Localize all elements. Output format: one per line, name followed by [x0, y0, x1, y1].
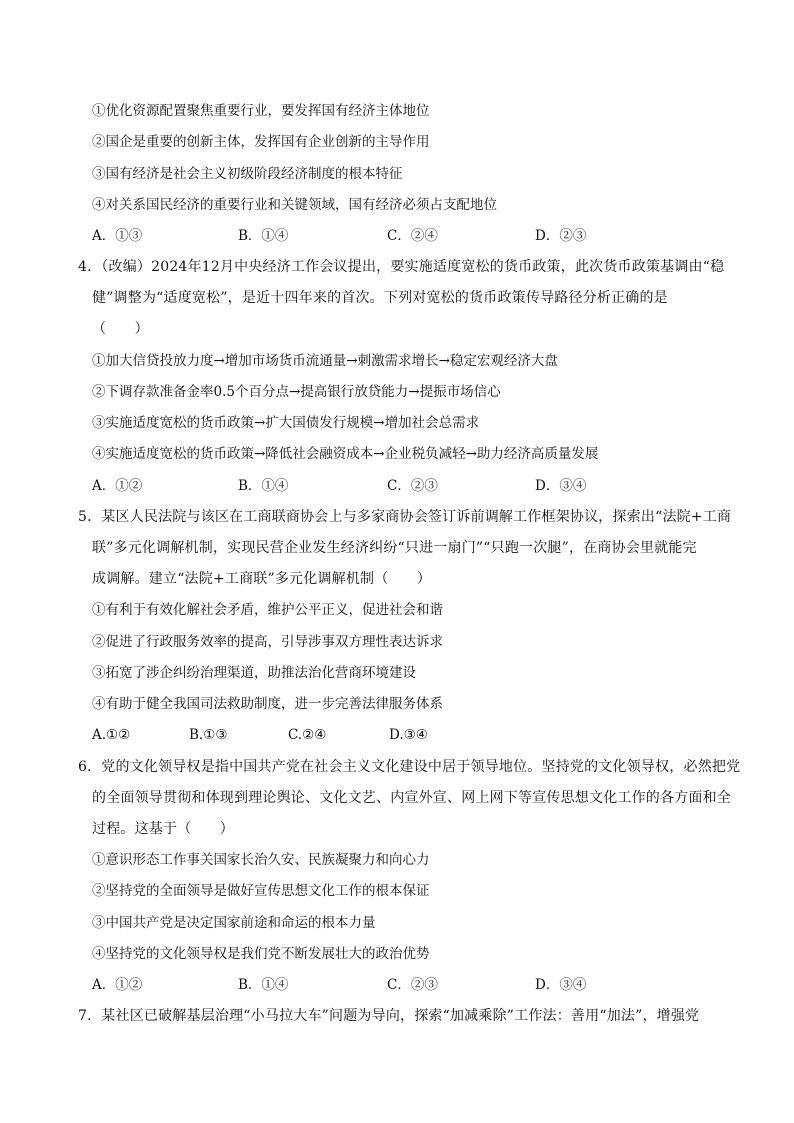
q4-option-a[interactable]: A．①② — [92, 478, 143, 494]
q6-option-d[interactable]: D．③④ — [535, 977, 587, 993]
q5-statement-2: ②促进了行政服务效率的提高，引导涉事双方理性表达诉求 — [92, 634, 443, 650]
q6-stem-line-2: 的全面领导贯彻和体现到理论舆论、文化文艺、内宣外宣、网上网下等宣传思想文化工作的各方面和全 — [92, 790, 731, 806]
q5-stem-line-3: 成调解。建立“法院+工商联”多元化调解机制（ ） — [92, 571, 432, 587]
q3-option-a[interactable]: A．①③ — [92, 228, 143, 244]
q6-statement-2: ②坚持党的全面领导是做好宣传思想文化工作的根本保证 — [92, 883, 430, 899]
q7-stem-line-1: 7．某社区已破解基层治理“小马拉大车”问题为导向，探索“加减乘除”工作法：善用“加法”，增强党 — [78, 1008, 700, 1024]
q5-stem-line-1: 5．某区人民法院与该区在工商联商协会上与多家商协会签订诉前调解工作框架协议，探索出“法院+工商 — [78, 509, 732, 525]
q6-stem-line-3: 过程。这基于（ ） — [92, 821, 234, 837]
q5-statement-3: ③拓宽了涉企纠纷治理渠道，助推法治化营商环境建设 — [92, 665, 416, 681]
q3-statement-2: ②国企是重要的创新主体，发挥国有企业创新的主导作用 — [92, 134, 430, 150]
q5-option-a[interactable]: A.①② — [92, 727, 131, 743]
q5-stem-line-2: 联”多元化调解机制，实现民营企业发生经济纠纷“只进一扇门”“只跑一次腿”，在商协会里就能完 — [92, 540, 697, 556]
q3-option-b[interactable]: B．①④ — [238, 228, 289, 244]
q4-options — [92, 477, 712, 495]
q4-stem-line-2: 健”调整为“适度宽松”，是近十四年来的首次。下列对宽松的货币政策传导路径分析正确的是 — [92, 290, 668, 306]
q6-statement-1: ①意识形态工作事关国家长治久安、民族凝聚力和向心力 — [92, 852, 430, 868]
q3-option-d[interactable]: D．②③ — [535, 228, 587, 244]
q4-stem-line-1: 4．（改编）2024年12月中央经济工作会议提出，要实施适度宽松的货币政策，此次货币政策基调由“稳 — [78, 259, 725, 275]
q5-option-d[interactable]: D.③④ — [389, 727, 428, 743]
q5-option-b[interactable]: B.①③ — [189, 727, 228, 743]
q5-option-c[interactable]: C.②④ — [288, 727, 327, 743]
q3-statement-3: ③国有经济是社会主义初级阶段经济制度的根本特征 — [92, 166, 403, 182]
q3-option-c[interactable]: C．②④ — [387, 228, 438, 244]
q6-statement-3: ③中国共产党是决定国家前途和命运的根本力量 — [92, 915, 376, 931]
q6-stem-line-1: 6．党的文化领导权是指中国共产党在社会主义文化建设中居于领导地位。坚持党的文化领导权，必然把党 — [78, 759, 741, 775]
q6-options — [92, 976, 712, 994]
q4-statement-4: ④实施适度宽松的货币政策→降低社会融资成本→企业税负减轻→助力经济高质量发展 — [92, 446, 599, 462]
q4-option-d[interactable]: D．③④ — [535, 478, 587, 494]
q3-statement-4: ④对关系国民经济的重要行业和关键领域，国有经济必须占支配地位 — [92, 197, 497, 213]
q3-options — [92, 227, 712, 245]
q4-option-c[interactable]: C．②③ — [387, 478, 438, 494]
q4-statement-1: ①加大信贷投放力度→增加市场货币流通量→刺激需求增长→稳定宏观经济大盘 — [92, 353, 558, 369]
q4-option-b[interactable]: B．①④ — [238, 478, 289, 494]
q5-statement-1: ①有利于有效化解社会矛盾，维护公平正义，促进社会和谐 — [92, 602, 443, 618]
q6-option-a[interactable]: A．①② — [92, 977, 143, 993]
q5-options — [92, 726, 492, 744]
q4-answer-blank: （ ） — [92, 321, 149, 337]
q4-statement-3: ③实施适度宽松的货币政策→扩大国债发行规模→增加社会总需求 — [92, 415, 480, 431]
q4-statement-2: ②下调存款准备金率0.5个百分点→提高银行放贷能力→提振市场信心 — [92, 384, 501, 400]
q6-option-c[interactable]: C．②③ — [387, 977, 438, 993]
q5-statement-4: ④有助于健全我国司法救助制度，进一步完善法律服务体系 — [92, 696, 443, 712]
q6-statement-4: ④坚持党的文化领导权是我们党不断发展壮大的政治优势 — [92, 946, 430, 962]
q3-statement-1: ①优化资源配置聚焦重要行业，要发挥国有经济主体地位 — [92, 103, 430, 119]
q6-option-b[interactable]: B．①④ — [238, 977, 289, 993]
